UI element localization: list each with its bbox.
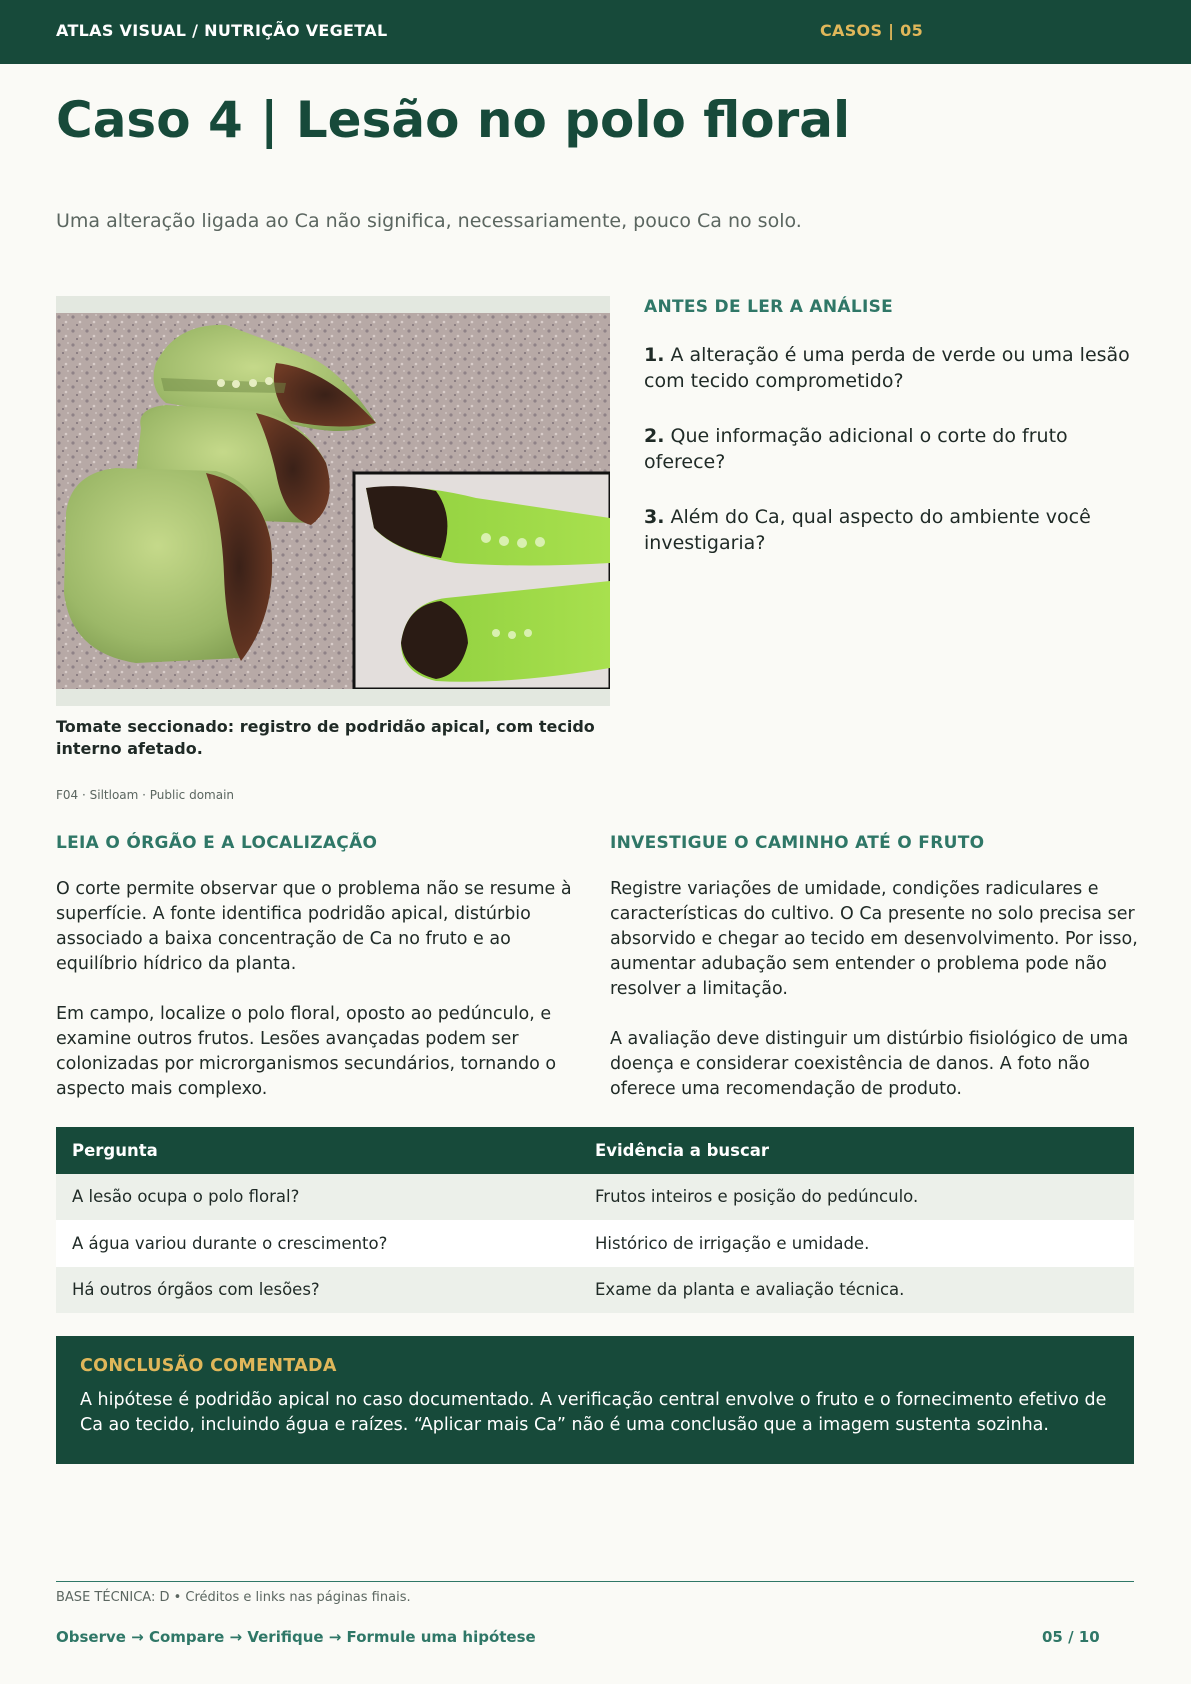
question-item — [644, 504, 1144, 556]
top-bar — [0, 0, 1191, 64]
figure-frame — [56, 296, 610, 706]
conclusion-heading: CONCLUSÃO COMENTADA — [80, 1356, 337, 1376]
right-section-heading: INVESTIGUE O CAMINHO ATÉ O FRUTO — [610, 833, 985, 853]
conclusion-box — [56, 1336, 1134, 1464]
table-cell: A água variou durante o crescimento? — [72, 1233, 388, 1253]
table-header-cell: Pergunta — [72, 1140, 158, 1160]
table-cell: Exame da planta e avaliação técnica. — [595, 1280, 905, 1300]
figure-caption: Tomate seccionado: registro de podridão apical, com tecido interno afetado. — [56, 717, 595, 758]
question-item — [644, 342, 1144, 394]
table-cell: Histórico de irrigação e umidade. — [595, 1233, 870, 1253]
page-subtitle: Uma alteração ligada ao Ca não significa, necessariamente, pouco Ca no solo. — [56, 210, 802, 232]
questions-heading: ANTES DE LER A ANÁLISE — [644, 297, 894, 317]
left-paragraph-2: Em campo, localize o polo floral, oposto ao pedúnculo, e examine outros frutos. Lesões avançadas podem ser colonizadas por microrganismos secundários, tornando o aspecto mais complexo. — [56, 1004, 557, 1099]
table-cell: Frutos inteiros e posição do pedúnculo. — [595, 1187, 919, 1207]
question-number: 2. — [644, 425, 665, 447]
table-cell: A lesão ocupa o polo floral? — [72, 1187, 300, 1207]
right-paragraph-2: A avaliação deve distinguir um distúrbio fisiológico de uma doença e considerar coexistência de danos. A foto não oferece uma recomendação de produto. — [610, 1029, 1129, 1099]
footer-base-note: BASE TÉCNICA: D • Créditos e links nas páginas finais. — [56, 1590, 411, 1605]
question-number: 1. — [644, 344, 665, 366]
table-cell: Há outros órgãos com lesões? — [72, 1280, 320, 1300]
question-item — [644, 423, 1144, 475]
table-row — [56, 1267, 1134, 1314]
table-header-row — [56, 1127, 1134, 1174]
tomato-photo — [56, 313, 610, 689]
question-text: A alteração é uma perda de verde ou uma lesão com tecido comprometido? — [644, 344, 1130, 392]
footer-divider — [56, 1581, 1134, 1582]
evidence-table — [56, 1127, 1134, 1313]
table-row — [56, 1220, 1134, 1267]
footer-steps: Observe → Compare → Verifique → Formule uma hipótese — [56, 1628, 536, 1646]
page-number: 05 / 10 — [1042, 1628, 1100, 1646]
question-text: Que informação adicional o corte do fruto oferece? — [644, 425, 1068, 473]
cases-label: CASOS | 05 — [820, 21, 924, 40]
section-label: ATLAS VISUAL / NUTRIÇÃO VEGETAL — [56, 21, 388, 40]
left-section-heading: LEIA O ÓRGÃO E A LOCALIZAÇÃO — [56, 833, 378, 853]
right-paragraph-1: Registre variações de umidade, condições radiculares e características do cultivo. O Ca presente no solo precisa ser absorvido e chegar ao tecido em desenvolvimento. Por isso, aumentar adubação sem entender o problema pode não resolver a limitação. — [610, 879, 1138, 999]
figure-credit: F04 · Siltloam · Public domain — [56, 788, 235, 802]
conclusion-text: A hipótese é podridão apical no caso documentado. A verificação central envolve o fruto e o fornecimento efetivo de Ca ao tecido, incluindo água e raízes. “Aplicar mais Ca” não é uma conclusão que a imagem sustenta sozinha. — [80, 1390, 1107, 1435]
table-header-cell: Evidência a buscar — [595, 1140, 770, 1160]
table-row — [56, 1174, 1134, 1221]
left-paragraph-1: O corte permite observar que o problema não se resume à superfície. A fonte identifica podridão apical, distúrbio associado a baixa concentração de Ca no fruto e ao equilíbrio hídrico da planta. — [56, 879, 572, 974]
question-number: 3. — [644, 506, 665, 528]
question-text: Além do Ca, qual aspecto do ambiente você investigaria? — [644, 506, 1091, 554]
page-title: Caso 4 | Lesão no polo floral — [56, 91, 851, 149]
